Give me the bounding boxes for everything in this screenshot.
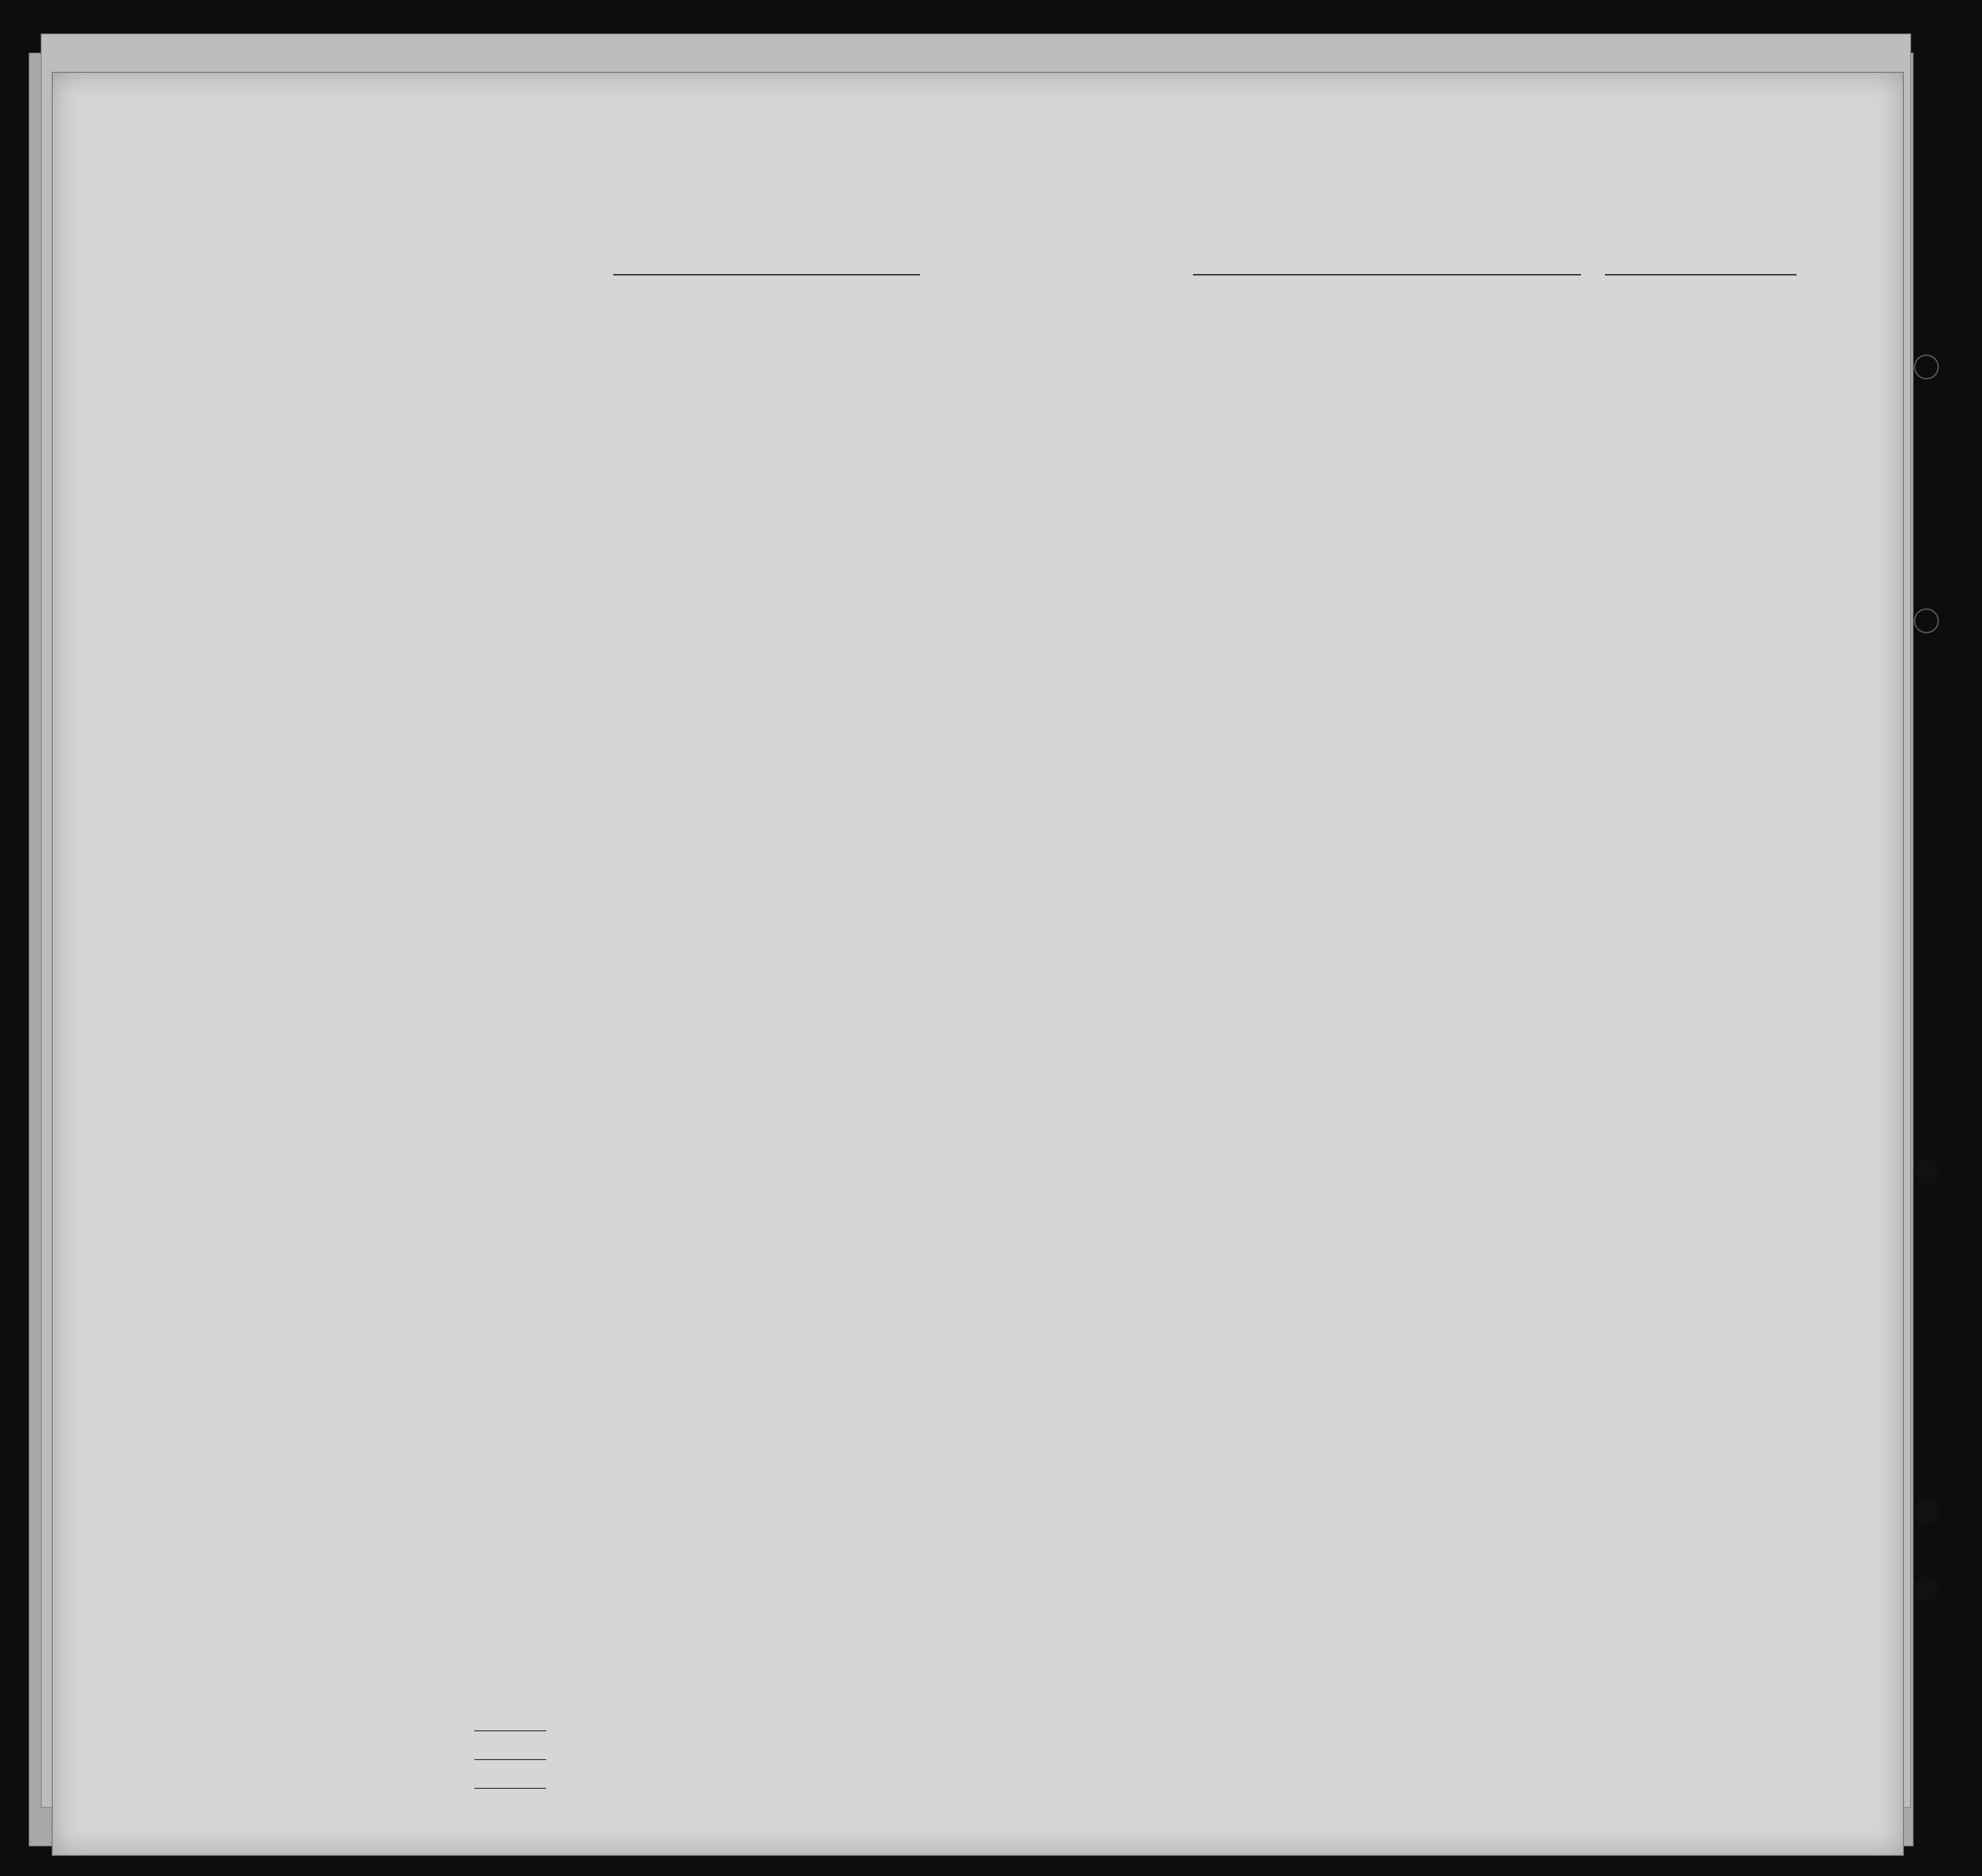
binder-hole (1914, 1159, 1939, 1184)
binder-hole (1914, 1499, 1939, 1524)
binder-ring (1914, 608, 1939, 633)
binder-hole (1914, 1576, 1939, 1601)
manifest-sheet (52, 72, 1904, 1856)
binder-ring (1914, 355, 1939, 379)
hw-margin (121, 1685, 234, 1709)
